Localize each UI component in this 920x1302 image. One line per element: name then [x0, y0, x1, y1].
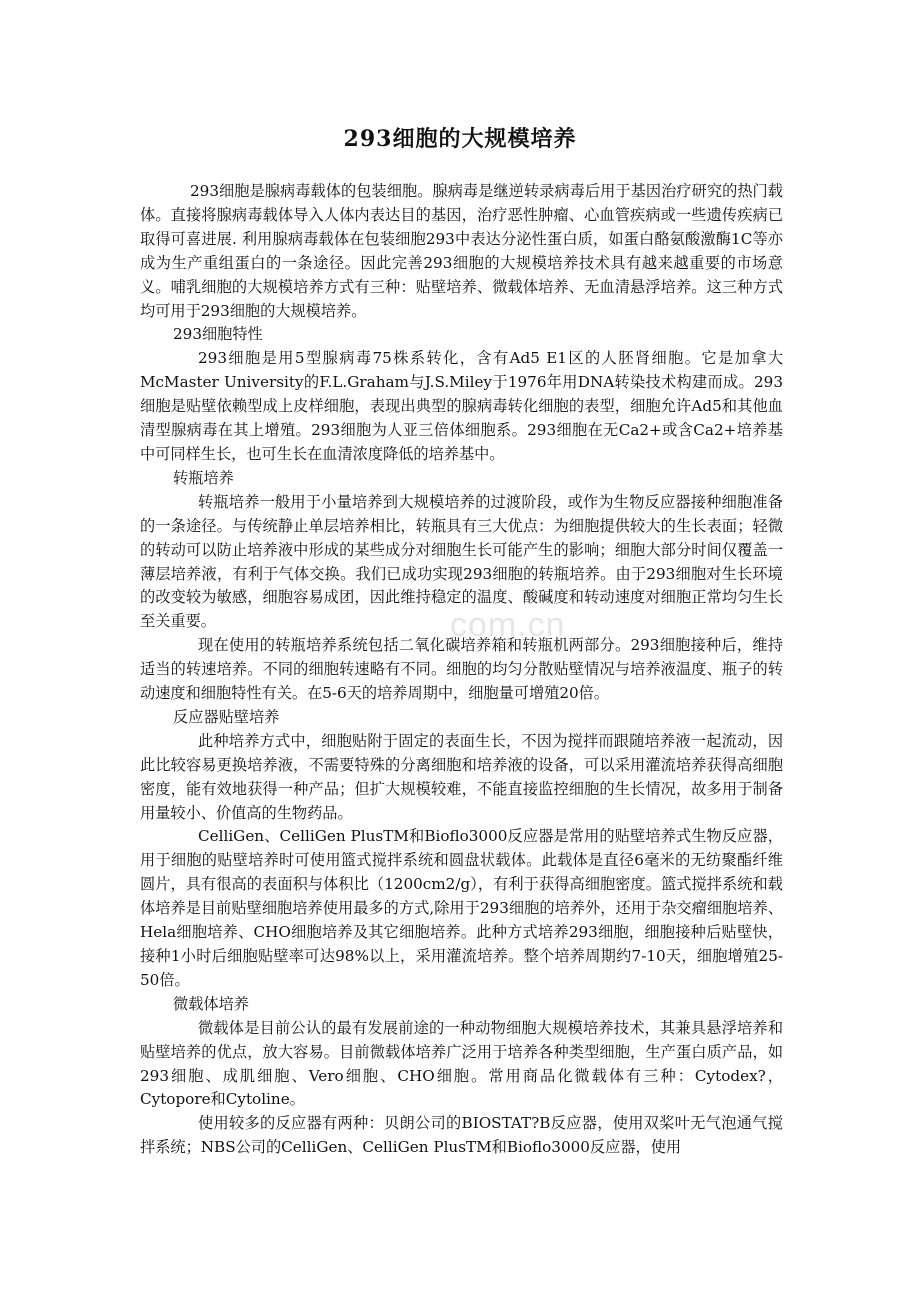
paragraph-microcarrier-1: 微载体是目前公认的最有发展前途的一种动物细胞大规模培养技术，其兼具悬浮培养和贴壁培养的优点，放大容易。目前微载体培养广泛用于培养各种类型细胞，生产蛋白质产品，如293细胞、成肌细胞、Vero细胞、CHO细胞。常用商品化微载体有三种：Cytodex?，Cytopore和Cytoline。: [140, 1018, 783, 1109]
section-heading-microcarrier: 微载体培养: [173, 994, 249, 1013]
section-heading-293-properties: 293细胞特性: [173, 325, 263, 344]
document-body: [140, 180, 783, 1160]
paragraph-reactor-adherent-2: CelliGen、CelliGen PlusTM和Bioflo3000反应器是常用的贴壁培养式生物反应器，用于细胞的贴壁培养时可使用篮式搅拌系统和圆盘状载体。此载体是直径6毫米的无纺聚酯纤维圆片，具有很高的表面积与体积比（1200cm2/g），有利于获得高细胞密度。篮式搅拌系统和载体培养是目前贴壁细胞培养使用最多的方式,除用于293细胞的培养外，还用于杂交瘤细胞培养、Hela细胞培养、CHO细胞培养及其它细胞培养。此种方式培养293细胞，细胞接种后贴壁快，接种1小时后细胞贴壁率可达98%以上，采用灌流培养。整个培养周期约7-10天，细胞增殖25-50倍。: [140, 827, 783, 989]
intro-paragraph: 293细胞是腺病毒载体的包装细胞。腺病毒是继逆转录病毒后用于基因治疗研究的热门载体。直接将腺病毒载体导入人体内表达目的基因，治疗恶性肿瘤、心血管疾病或一些遗传疾病已取得可喜进展. 利用腺病毒载体在包装细胞293中表达分泌性蛋白质，如蛋白酪氨酸激酶1C等亦成为生产重组蛋白的一条途径。因此完善293细胞的大规模培养技术具有越来越重要的市场意义。哺乳细胞的大规模培养方式有三种：贴壁培养、微载体培养、无血清悬浮培养。这三种方式均可用于293细胞的大规模培养。: [140, 182, 783, 320]
paragraph-microcarrier-2: 使用较多的反应器有两种：贝朗公司的BIOSTAT?B反应器，使用双桨叶无气泡通气搅拌系统；NBS公司的CelliGen、CelliGen PlusTM和Bioflo3000反应器，使用: [140, 1114, 783, 1157]
paragraph-roller-bottle-2: 现在使用的转瓶培养系统包括二氧化碳培养箱和转瓶机两部分。293细胞接种后，维持适当的转速培养。不同的细胞转速略有不同。细胞的均匀分散贴壁情况与培养液温度、瓶子的转动速度和细胞特性有关。在5-6天的培养周期中，细胞量可增殖20倍。: [140, 636, 783, 703]
section-heading-roller-bottle: 转瓶培养: [173, 468, 234, 487]
paragraph-293-properties: 293细胞是用5型腺病毒75株系转化，含有Ad5 E1区的人胚肾细胞。它是加拿大McMaster University的F.L.Graham与J.S.Miley于1976年用DNA转染技术构建而成。293细胞是贴壁依赖型成上皮样细胞，表现出典型的腺病毒转化细胞的表型，细胞允许Ad5和其他血清型腺病毒在其上增殖。293细胞为人亚三倍体细胞系。293细胞在无Ca2+或含Ca2+培养基中可同样生长，也可生长在血清浓度降低的培养基中。: [140, 349, 783, 463]
section-heading-reactor-adherent: 反应器贴壁培养: [173, 707, 280, 726]
watermark: com.cn: [450, 606, 566, 644]
paragraph-reactor-adherent-1: 此种培养方式中，细胞贴附于固定的表面生长，不因为搅拌而跟随培养液一起流动，因此比较容易更换培养液，不需要特殊的分离细胞和培养液的设备，可以采用灌流培养获得高细胞密度，能有效地获得一种产品；但扩大规模较难，不能直接监控细胞的生长情况，故多用于制备用量较小、价值高的生物药品。: [140, 731, 783, 822]
document-title: 293细胞的大规模培养: [343, 126, 577, 152]
paragraph-roller-bottle-1: 转瓶培养一般用于小量培养到大规模培养的过渡阶段，或作为生物反应器接种细胞准备的一条途径。与传统静止单层培养相比，转瓶具有三大优点：为细胞提供较大的生长表面；轻微的转动可以防止培养液中形成的某些成分对细胞生长可能产生的影响；细胞大部分时间仅覆盖一薄层培养液，有利于气体交换。我们已成功实现293细胞的转瓶培养。由于293细胞对生长环境的改变较为敏感，细胞容易成团，因此维持稳定的温度、酸碱度和转动速度对细胞正常均匀生长至关重要。: [140, 492, 783, 631]
